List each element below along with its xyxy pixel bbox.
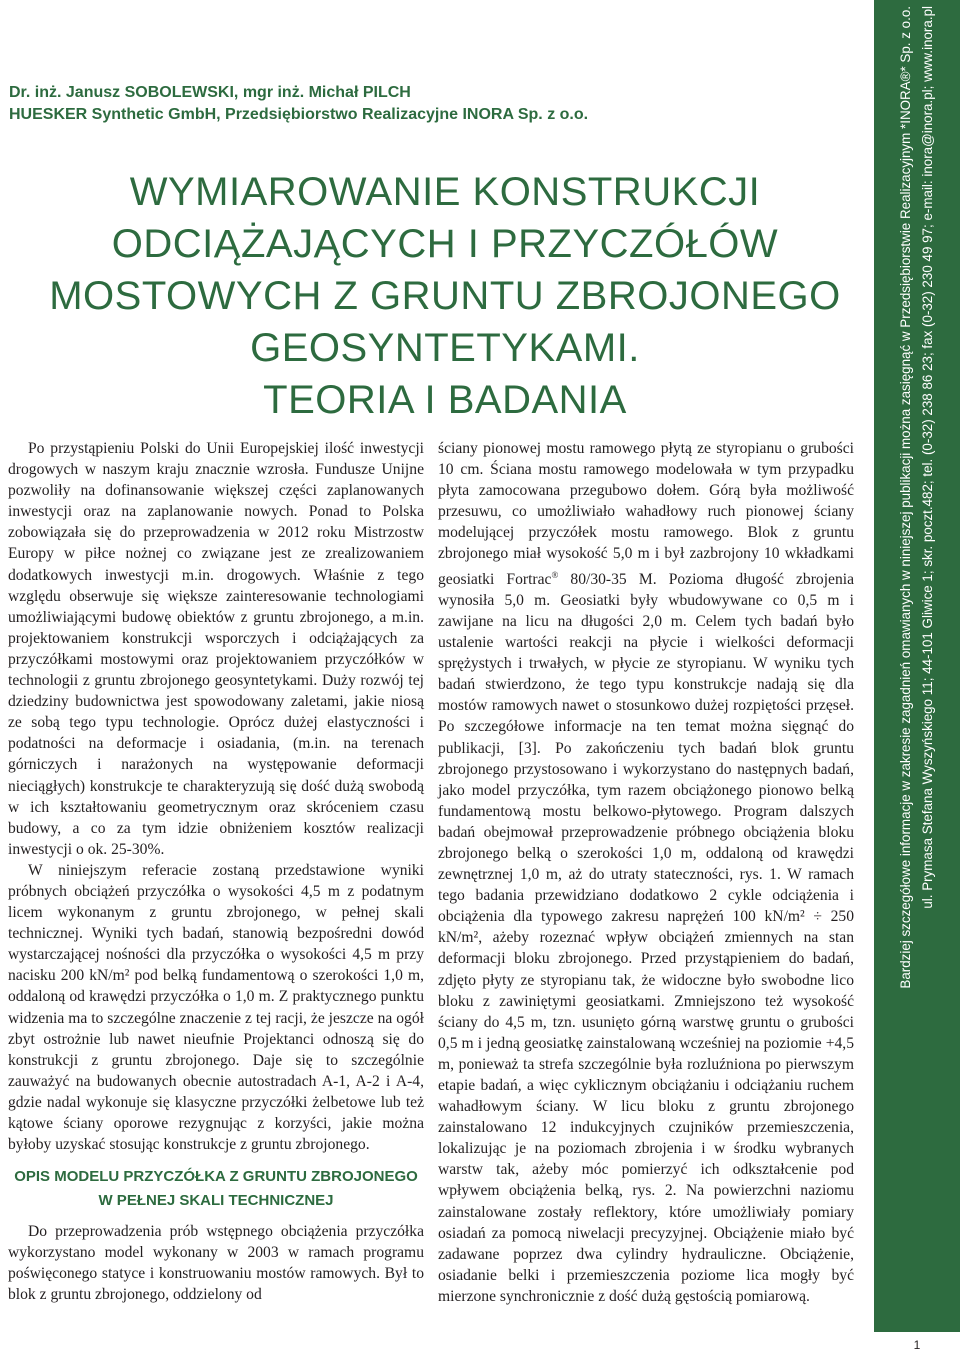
intro-paragraph: Po przystąpieniu Polski do Unii Europejskiej ilość inwestycji drogowych w naszym kraju znacznie wzrosła. Fundusze Unijne pozwoliły na dofinansowanie większej części zaplanowanych inwestycji oraz na zaplanowanie nowych. Ponad to Polska zobowiązała się do przeprowadzenia w 2012 roku Mistrzostw Europy w piłce nożnej co związane jest ze zrealizowaniem dodatkowych inwestycji m.in. drogowych. Właśnie z tego względu obserwuje się większe zainteresowanie technologiami umożliwiającymi budowę obiektów z gruntu zbrojonego, a m.in. projektowaniem konstrukcji wsporczych i odciążających za przyczółkami mostowymi oraz projektowaniem przyczółków w technologii z gruntu zbrojonego geosyntetykami. Duży rozwój tej dziedziny budownictwa jest spowodowany zaletami, jakie niosą ze sobą tego typu technologie. Oprócz dużej elastyczności i podatności na deformacje i osiadania, (m.in. na terenach górniczych i narażonych na występowanie deformacji nieciągłych) konstrukcje te charakteryzują się dość dużą swobodą w ich kształtowaniu geometrycznym oraz skróceniem czasu budowy, a co za tym idzie obniżeniem kosztów realizacji inwestycji o ok. 25-30%.: [8, 440, 424, 858]
right-text-column: [438, 438, 854, 1307]
author-block: [9, 82, 859, 126]
left-text-column: [8, 438, 424, 1306]
title-line-1: WYMIAROWANIE KONSTRUKCJI: [129, 170, 761, 214]
title-line-4: GEOSYNTETYKAMI.: [250, 326, 640, 370]
title-line-3: MOSTOWYCH Z GRUNTU ZBROJONEGO: [49, 274, 841, 318]
author-names: Dr. inż. Janusz SOBOLEWSKI, mgr inż. Michał PILCH: [9, 84, 411, 101]
contact-sidebar: [874, 0, 960, 1332]
section-heading: OPIS MODELU PRZYCZÓŁKA Z GRUNTU ZBROJONEGO W PEŁNEJ SKALI TECHNICZNEJ: [14, 1168, 418, 1210]
sidebar-address-line: ul. Prymasa Stefana Wyszyńskiego 11; 44-101 Gliwice 1; skr. poczt.482; tel. (0-32) 238 86 23; fax (0-32) 230 49 97; e-mail: inora@inora.pl; www.inora.pl: [920, 6, 935, 909]
model-paragraph: Do przeprowadzenia prób wstępnego obciążenia przyczółka wykorzystano model wykonany w 2003 w ramach programu poświęconego statyce i konstruowaniu mostów ramowych. Był to blok z gruntu zbrojonego, oddzielony od: [8, 1223, 424, 1304]
article-title: [20, 166, 870, 426]
title-line-2: ODCIĄŻAJĄCYCH I PRZYCZÓŁÓW: [111, 222, 779, 266]
registered-mark: ®: [551, 569, 559, 580]
scope-paragraph: W niniejszym referacie zostaną przedstawione wyniki próbnych obciążeń przyczółka o wysokości 4,5 m z podatnym licem wykonanym z gruntu zbrojonego, w pełnej skali technicznej. Wyniki tych badań, stanowią bezpośredni dowód wystarczającej nośności dla przyczółka o wysokości 4,5 m przy nacisku 200 kN/m² pod belką fundamentową o szerokości 1,0 m, oddaloną od krawędzi przyczółka o 1,0 m. Z praktycznego punktu widzenia ma to szczególne znaczenie z tej racji, że jeszcze na ogół zbyt ostrożnie lub nawet nieufnie Projektanci odnoszą się do konstrukcji z gruntu zbrojonego. Daje się to szczególnie zauważyć na budowanych obecnie autostradach A-1, A-2 i A-4, gdzie nadal wykonuje się klasyczne przyczółki żelbetowe lub też kątowe ściany oporowe rezygnując z korzyści, jakie można byłoby uzyskać stosując konstrukcje z gruntu zbrojonego.: [8, 861, 424, 1154]
model-description-part-2: 80/30-35 M. Pozioma długość zbrojenia wynosiła 5,0 m. Geosiatki były wbudowywane co 0,5 m i zawijane na licu na długości 2,0 m. Celem tych badań było ustalenie wartości reakcji na płycie i wielkości deformacji sprężystych i trwałych, w płycie ze styropianu. W wyniku tych badań stwierdzono, że tego typu konstrukcje nadają się dla mostów ramowych nawet o stosunkowo dużej rozpiętości przęseł. Po szczegółowe informacje na ten temat można sięgnąć do publikacji, [3]. Po zakończeniu tych badań blok gruntu zbrojonego przystosowano i wykorzystano do następnych badań, jako model przyczółka, tym razem obciążonego pionowo belką fundamentową mostu belkowo-płytowego. Program dalszych badań obejmował przeprowadzenie próbnego obciążenia bloku zbrojonego belką o szerokości 1,0 m, oddaloną od krawędzi zewnętrznej 1,0 m, aż do utraty stateczności, rys. 1. W ramach tego badania przewidziano dodatkowo 2 cykle odciążenia i obciążenia dla typowego zakresu naprężeń 100 kN/m² ÷ 250 kN/m², ażeby rozeznać wpływ obciążeń zmiennych na stan deformacji bloku zbrojonego. Przed przystąpieniem do badań, zdjęto płyty ze styropianu tak, że widoczne było swobodne lico bloku z zawiniętymi geosiatkami. Zmniejszono też wysokość ściany do 4,5 m, tzn. usunięto górną warstwę gruntu o grubości 0,5 m i jedną geosiatkę zainstalowaną wcześniej na poziomie +4,5 m, ponieważ ta strefa szczególnie była rozluźniona po pierwszym etapie badań, a więc cyklicznym obciążaniu i odciążaniu ruchem wahadłowym ściany. W licu bloku z gruntu zbrojonego zainstalowano 12 indukcyjnych czujników przemieszczenia, lokalizując je na poziomach zbrojenia i w środku wybranych warstw tak, ażeby móc pomierzyć ich odkształcenie pod wpływem obciążenia belką, rys. 2. Na powierzchni naziomu zainstalowane zostały reflektory, które umożliwiały pomiary osiadań za pomocą niwelacji precyzyjnej. Obciążenie miało być zadawane poprzez dwa cylindry hydrauliczne. Obciążenie, osiadanie belki i przemieszczenia poziome lica mogły być mierzone synchronicznie z dość dużą gęstością pomiarową.: [438, 570, 855, 1305]
model-description-paragraph: [438, 438, 854, 1307]
model-description-part-1: ściany pionowej mostu ramowego płytą ze styropianu o grubości 10 cm. Ściana mostu ramowego modelowała w tym przypadku płyta zamocowana przegubowo dołem. Górą była możliwość przesuwu, co umożliwiało wahadłowy ruch pionowej ściany modelującej przyczółek mostu ramowego. Blok z gruntu zbrojonego miał wysokość 5,0 m i był zazbrojony 10 wkładkami geosiatki Fortrac: [438, 440, 854, 588]
sidebar-text: [895, 6, 939, 1326]
author-affiliation: HUESKER Synthetic GmbH, Przedsiębiorstwo Realizacyjne INORA Sp. z o.o.: [9, 106, 589, 123]
page-number: 1: [913, 1338, 921, 1352]
title-line-5: TEORIA I BADANIA: [263, 378, 627, 422]
sidebar-info-line: Bardziej szczegółowe informacje w zakresie zagadnień omawianych w niniejszej publikacji można zasięgnąć w Przedsiębiorstwie Realizacyjnym *INORA®* Sp. z o.o.: [898, 6, 913, 989]
